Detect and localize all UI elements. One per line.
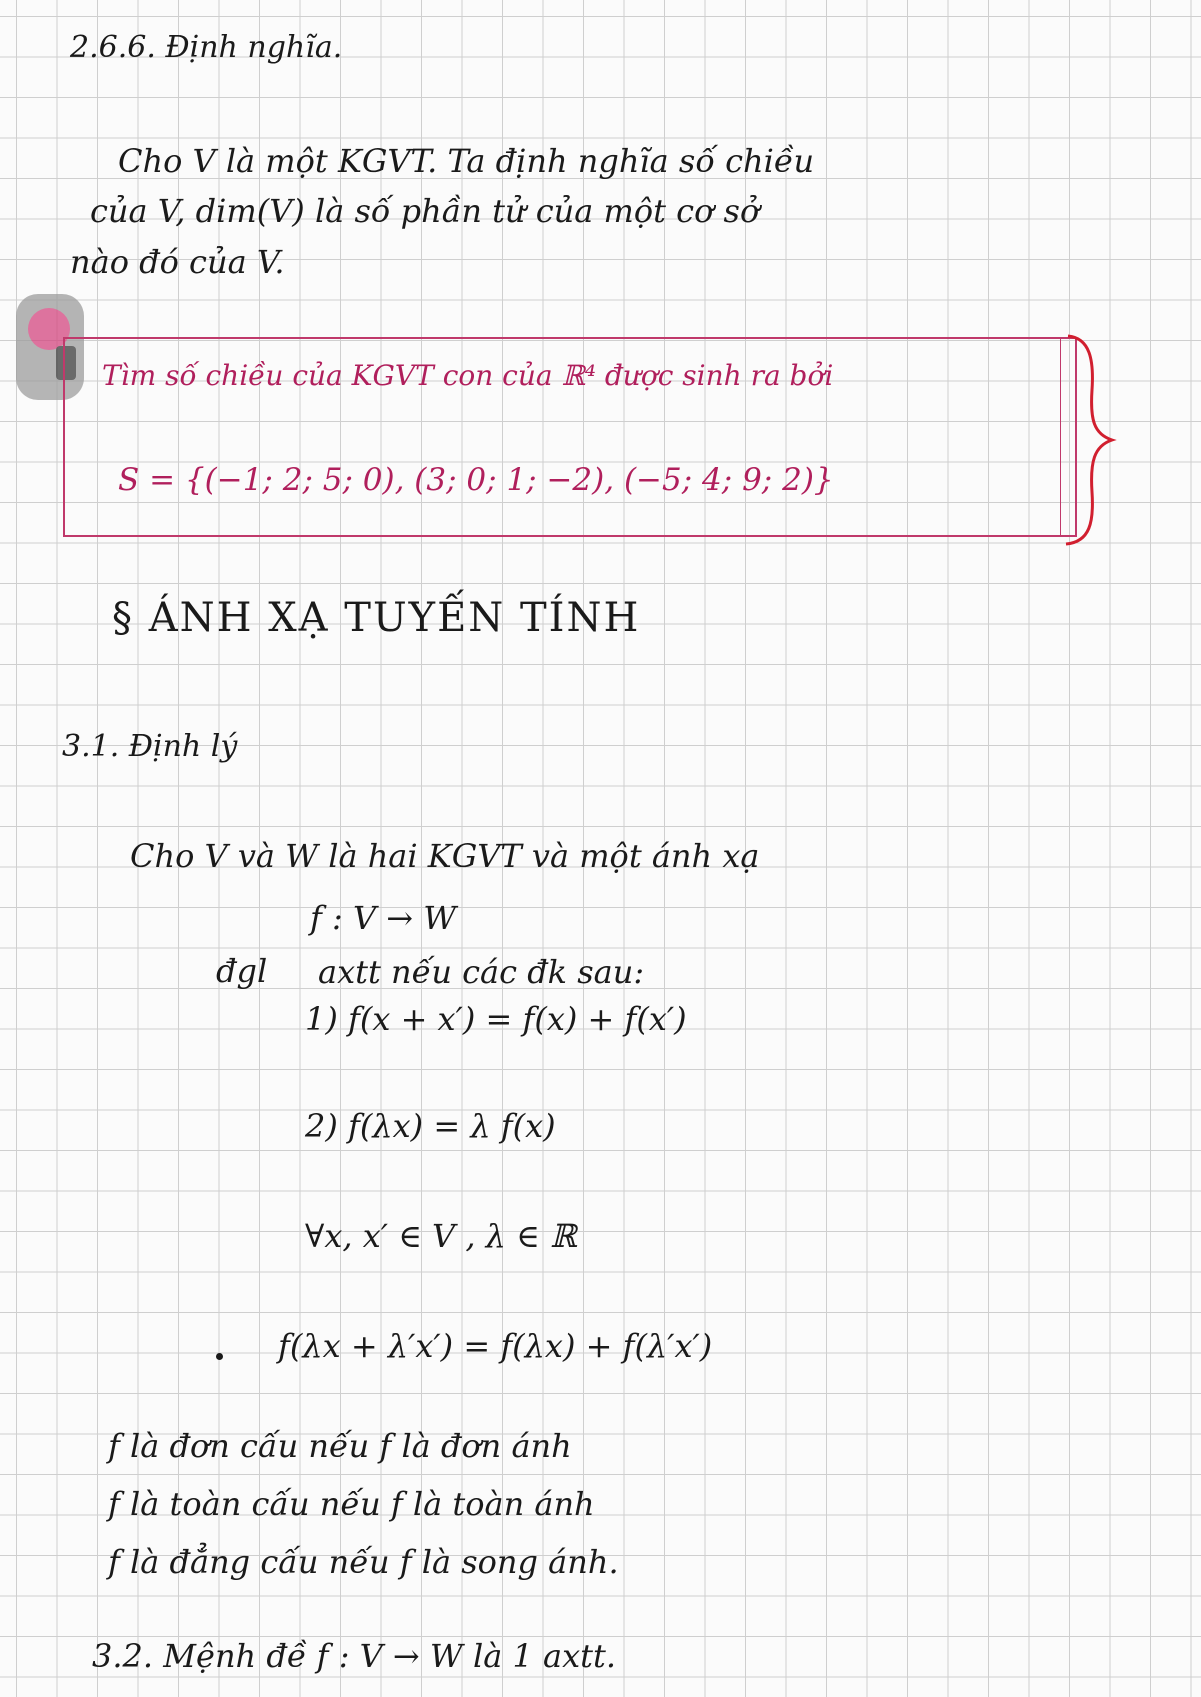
curly-brace xyxy=(1060,330,1120,548)
condition-additivity: 1) f(x + x′) = f(x) + f(x′) xyxy=(305,1000,687,1038)
bullet-dot xyxy=(216,1353,223,1360)
theorem-line-1: Cho V và W là hai KGVT và một ánh xạ xyxy=(130,837,760,875)
definition-heading: 2.6.6. Định nghĩa. xyxy=(70,30,343,65)
definition-line-3: nào đó của V. xyxy=(70,243,285,281)
definition-line-1: Cho V là một KGVT. Ta định nghĩa số chiều xyxy=(118,142,815,180)
section-title: § ÁNH XẠ TUYẾN TÍNH xyxy=(112,595,641,641)
epimorphism-line: f là toàn cấu nếu f là toàn ánh xyxy=(108,1485,595,1523)
theorem-dgl: đgl xyxy=(216,952,268,990)
quantifier-line: ∀x, x′ ∈ V , λ ∈ ℝ xyxy=(305,1217,577,1255)
theorem-heading: 3.1. Định lý xyxy=(62,729,238,764)
monomorphism-line: f là đơn cấu nếu f là đơn ánh xyxy=(108,1427,572,1465)
isomorphism-line: f là đẳng cấu nếu f là song ánh. xyxy=(108,1543,619,1581)
exercise-line-2: S = {(−1; 2; 5; 0), (3; 0; 1; −2), (−5; 4; 9; 2)} xyxy=(118,462,834,498)
condition-homogeneity: 2) f(λx) = λ f(x) xyxy=(305,1107,556,1145)
exercise-line-1: Tìm số chiều của KGVT con của ℝ⁴ được sinh ra bởi xyxy=(102,359,834,392)
proposition-heading: 3.2. Mệnh đề f : V → W là 1 axtt. xyxy=(92,1637,616,1675)
theorem-map: f : V → W xyxy=(310,899,457,937)
definition-line-2: của V, dim(V) là số phần tử của một cơ sở xyxy=(90,192,760,230)
theorem-conditions-intro: axtt nếu các đk sau: xyxy=(318,953,645,991)
combined-condition: f(λx + λ′x′) = f(λx) + f(λ′x′) xyxy=(278,1327,713,1365)
